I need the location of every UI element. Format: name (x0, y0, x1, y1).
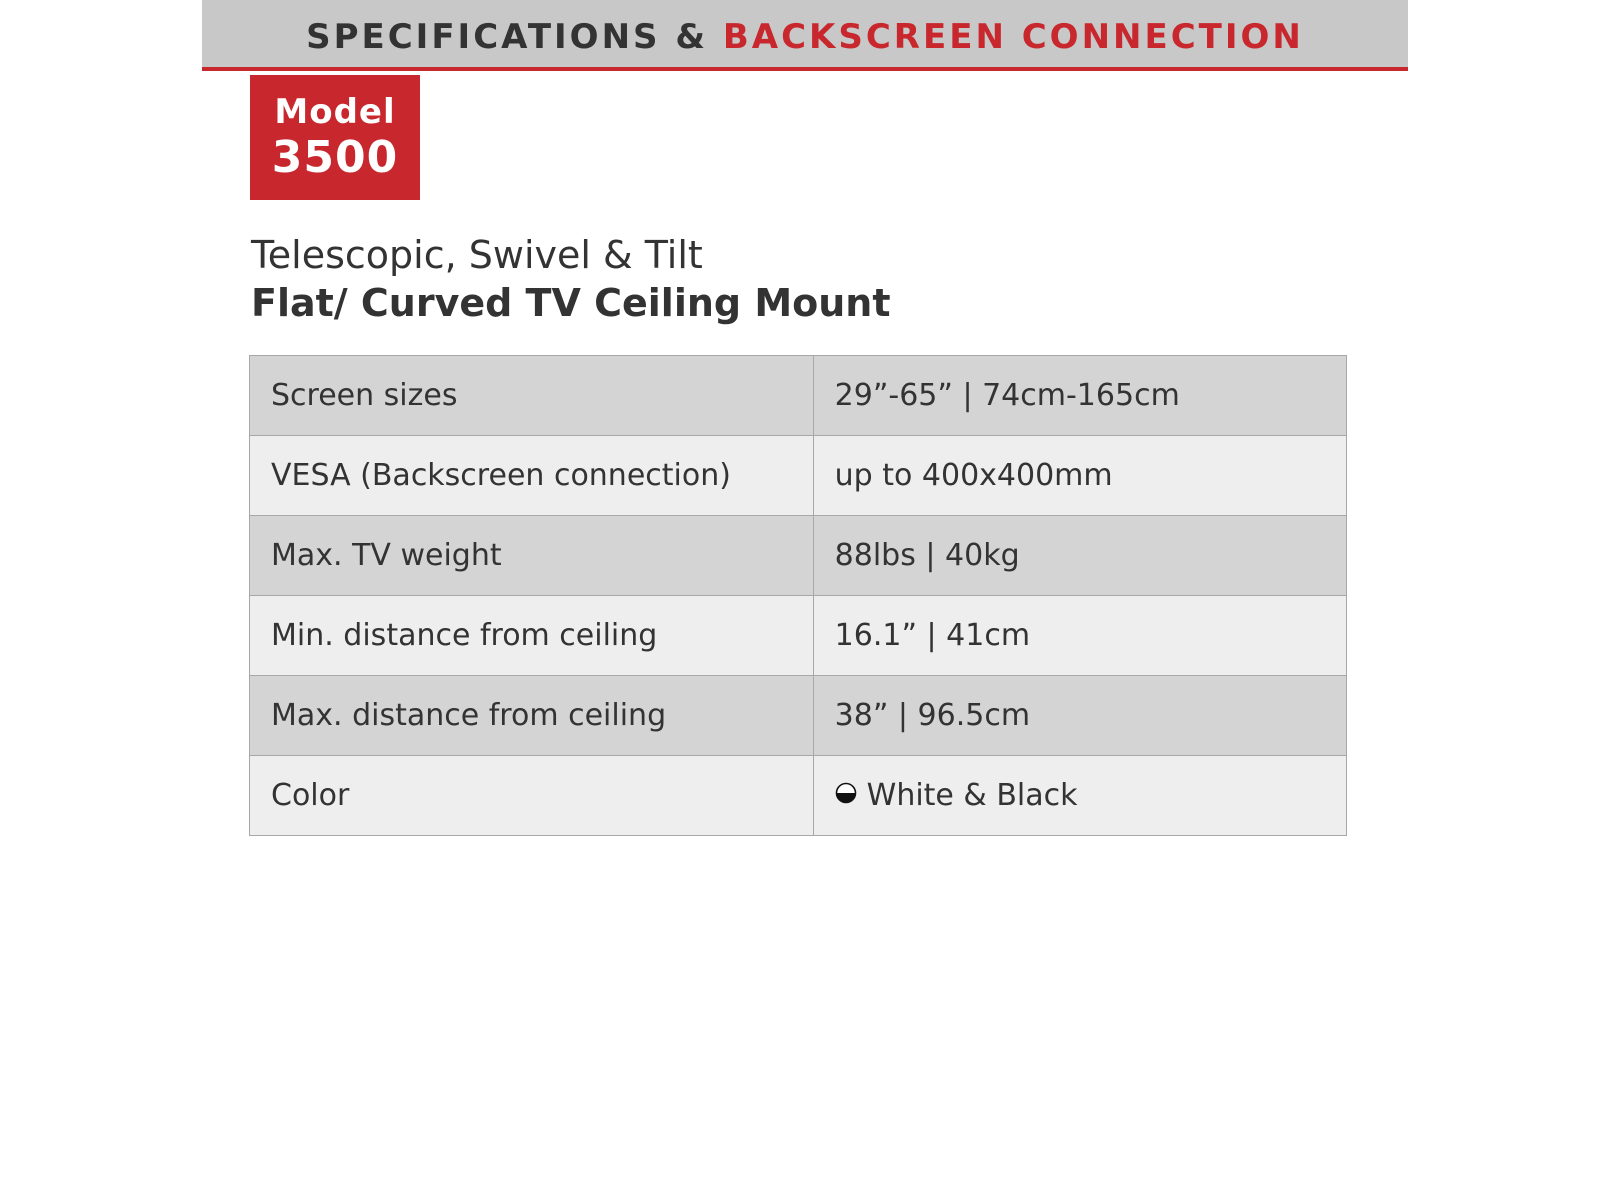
spec-label: VESA (271, 458, 351, 493)
spec-table (249, 355, 1347, 836)
product-subtitle: Telescopic, Swivel & Tilt (251, 233, 703, 277)
spec-row-screen-sizes (250, 356, 1347, 436)
spec-row-color (250, 756, 1347, 836)
spec-row-max-tv-weight (250, 516, 1347, 596)
spec-row-vesa (250, 436, 1347, 516)
spec-value: 29”-65” | 74cm-165cm (813, 356, 1346, 436)
spec-value: White & Black (866, 778, 1078, 813)
spec-value: 88lbs | 40kg (813, 516, 1346, 596)
model-label: Model (274, 91, 396, 132)
spec-label: Max. distance from ceiling (250, 676, 814, 756)
spec-label: Min. distance from ceiling (250, 596, 814, 676)
spec-label-cell (250, 436, 814, 516)
section-title-part2: BACKSCREEN CONNECTION (722, 16, 1304, 57)
section-title (306, 17, 1304, 57)
model-number: 3500 (271, 131, 399, 183)
product-title: Flat/ Curved TV Ceiling Mount (251, 281, 891, 325)
section-header (202, 0, 1408, 71)
spec-row-max-distance (250, 676, 1347, 756)
spec-value: up to 400x400mm (813, 436, 1346, 516)
spec-label: Max. TV weight (250, 516, 814, 596)
spec-row-min-distance (250, 596, 1347, 676)
spec-label-note: (Backscreen connection) (350, 458, 731, 493)
spec-value: 16.1” | 41cm (813, 596, 1346, 676)
section-title-part1: SPECIFICATIONS & (306, 16, 723, 57)
spec-label: Color (250, 756, 814, 836)
model-badge (250, 75, 420, 200)
half-filled-circle-icon (835, 777, 857, 812)
spec-value: 38” | 96.5cm (813, 676, 1346, 756)
spec-label: Screen sizes (250, 356, 814, 436)
spec-value-cell (813, 756, 1346, 836)
